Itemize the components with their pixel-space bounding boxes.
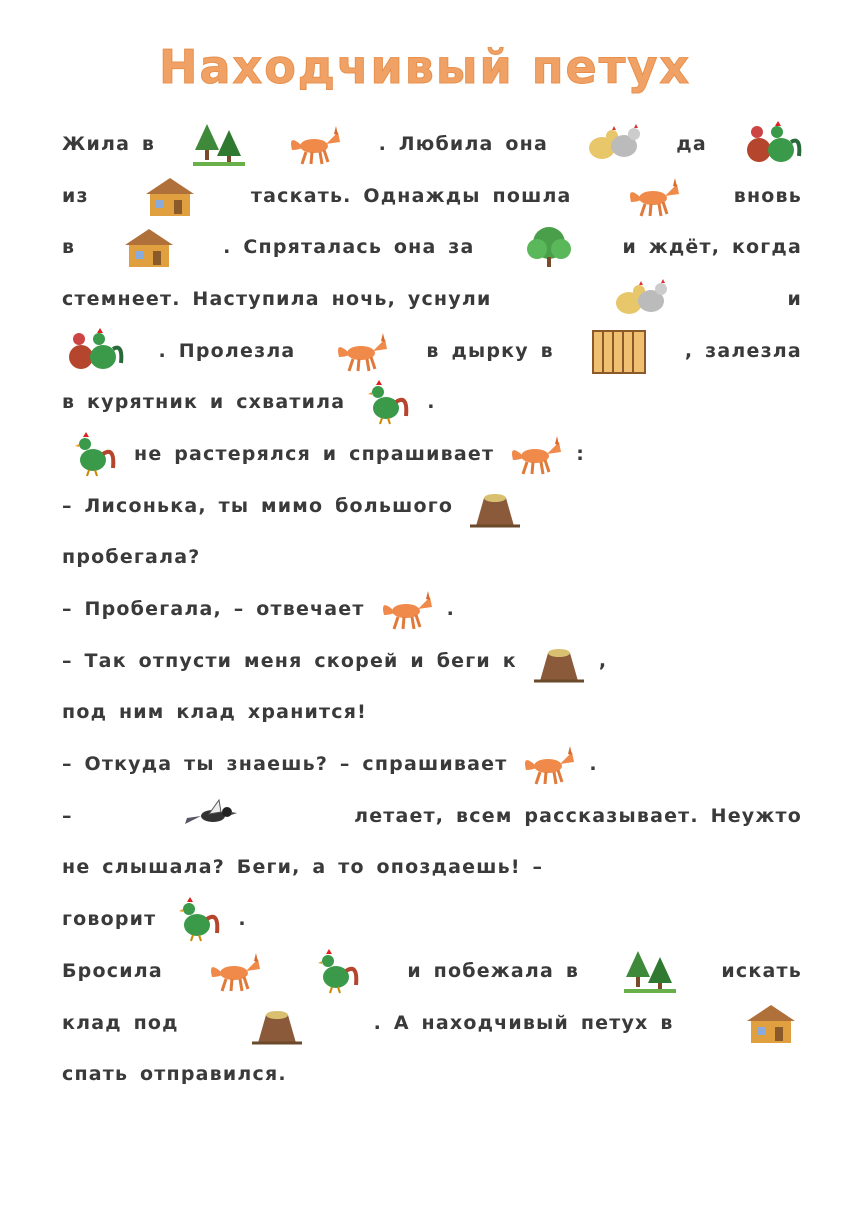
story-text-segment: . Спряталась она за xyxy=(223,236,475,259)
story-text-segment: в курятник и схватила xyxy=(62,391,346,414)
story-text-segment: вновь xyxy=(733,184,802,207)
house-icon xyxy=(139,172,201,220)
story-text-segment: спать отправился. xyxy=(62,1063,287,1086)
house-icon xyxy=(118,223,180,271)
fence-icon xyxy=(588,327,650,375)
forest-icon xyxy=(188,120,250,168)
forest-icon xyxy=(619,947,681,995)
story-line xyxy=(62,945,802,997)
story-text-segment: таскать. Однажды пошла xyxy=(250,184,572,207)
story-text xyxy=(62,118,802,1100)
story-line xyxy=(62,273,802,325)
story-line xyxy=(62,738,802,790)
story-line xyxy=(62,893,802,945)
story-text-segment: не растерялся и спрашивает xyxy=(134,442,495,465)
fox-icon xyxy=(375,585,437,633)
story-line xyxy=(62,842,802,894)
story-text-segment: . xyxy=(589,753,598,776)
roosters-icon xyxy=(62,327,124,375)
story-line xyxy=(62,687,802,739)
story-line xyxy=(62,428,802,480)
story-text-segment: да xyxy=(676,132,707,155)
fox-icon xyxy=(203,947,265,995)
rooster-icon xyxy=(305,947,367,995)
story-line xyxy=(62,583,802,635)
story-text-segment: под ним клад хранится! xyxy=(62,701,367,724)
story-line xyxy=(62,170,802,222)
fox-icon xyxy=(283,120,345,168)
story-title: Находчивый петух xyxy=(158,40,692,94)
roosters-icon xyxy=(740,120,802,168)
story-text-segment: пробегала? xyxy=(62,546,201,569)
story-line xyxy=(62,790,802,842)
story-text-segment: и ждёт, когда xyxy=(622,236,802,259)
story-text-segment: . Любила она xyxy=(378,132,548,155)
story-text-segment: в xyxy=(62,236,76,259)
magpie-icon xyxy=(182,792,244,840)
story-text-segment: . xyxy=(238,908,247,931)
story-text-segment: Бросила xyxy=(62,959,163,982)
story-text-segment: , xyxy=(598,649,608,672)
house-icon xyxy=(740,999,802,1047)
story-line xyxy=(62,532,802,584)
fox-icon xyxy=(517,740,579,788)
story-line xyxy=(62,376,802,428)
story-text-segment: стемнеет. Наступила ночь, уснули xyxy=(62,287,492,310)
story-text-segment: . xyxy=(427,391,436,414)
stump-icon xyxy=(527,637,589,685)
story-text-segment: Жила в xyxy=(62,132,156,155)
fox-icon xyxy=(330,327,392,375)
story-text-segment: говорит xyxy=(62,908,157,931)
rooster-icon xyxy=(62,430,124,478)
story-line xyxy=(62,635,802,687)
stump-icon xyxy=(245,999,307,1047)
story-text-segment: : xyxy=(576,442,585,465)
story-text-segment: искать xyxy=(721,959,802,982)
story-line xyxy=(62,480,802,532)
story-text-segment: – xyxy=(62,804,73,827)
story-line xyxy=(62,221,802,273)
rooster-icon xyxy=(166,895,228,943)
story-text-segment: и побежала в xyxy=(407,959,580,982)
story-text-segment: – Откуда ты знаешь? – спрашивает xyxy=(62,753,508,776)
rooster-icon xyxy=(355,378,417,426)
fox-icon xyxy=(622,172,684,220)
hens-icon xyxy=(608,275,670,323)
story-text-segment: летает, всем рассказывает. Неужто xyxy=(354,804,802,827)
story-text-segment: – Лисонька, ты мимо большого xyxy=(62,494,454,517)
story-text-segment: – Пробегала, – отвечает xyxy=(62,598,365,621)
story-text-segment: и xyxy=(787,287,802,310)
story-text-segment: . Пролезла xyxy=(158,339,296,362)
story-text-segment: из xyxy=(62,184,89,207)
fox-icon xyxy=(504,430,566,478)
stump-icon xyxy=(463,482,525,530)
story-text-segment: в дырку в xyxy=(426,339,554,362)
story-line xyxy=(62,118,802,170)
story-text-segment: , залезла xyxy=(684,339,802,362)
story-line xyxy=(62,997,802,1049)
story-text-segment: . xyxy=(446,598,456,621)
bush-icon xyxy=(518,223,580,271)
story-text-segment: клад под xyxy=(62,1011,179,1034)
story-text-segment: не слышала? Беги, а то опоздаешь! – xyxy=(62,856,544,879)
story-line xyxy=(62,325,802,377)
story-line xyxy=(62,1048,802,1100)
story-text-segment: – Так отпусти меня скорей и беги к xyxy=(62,649,517,672)
hens-icon xyxy=(581,120,643,168)
story-text-segment: . А находчивый петух в xyxy=(373,1011,674,1034)
